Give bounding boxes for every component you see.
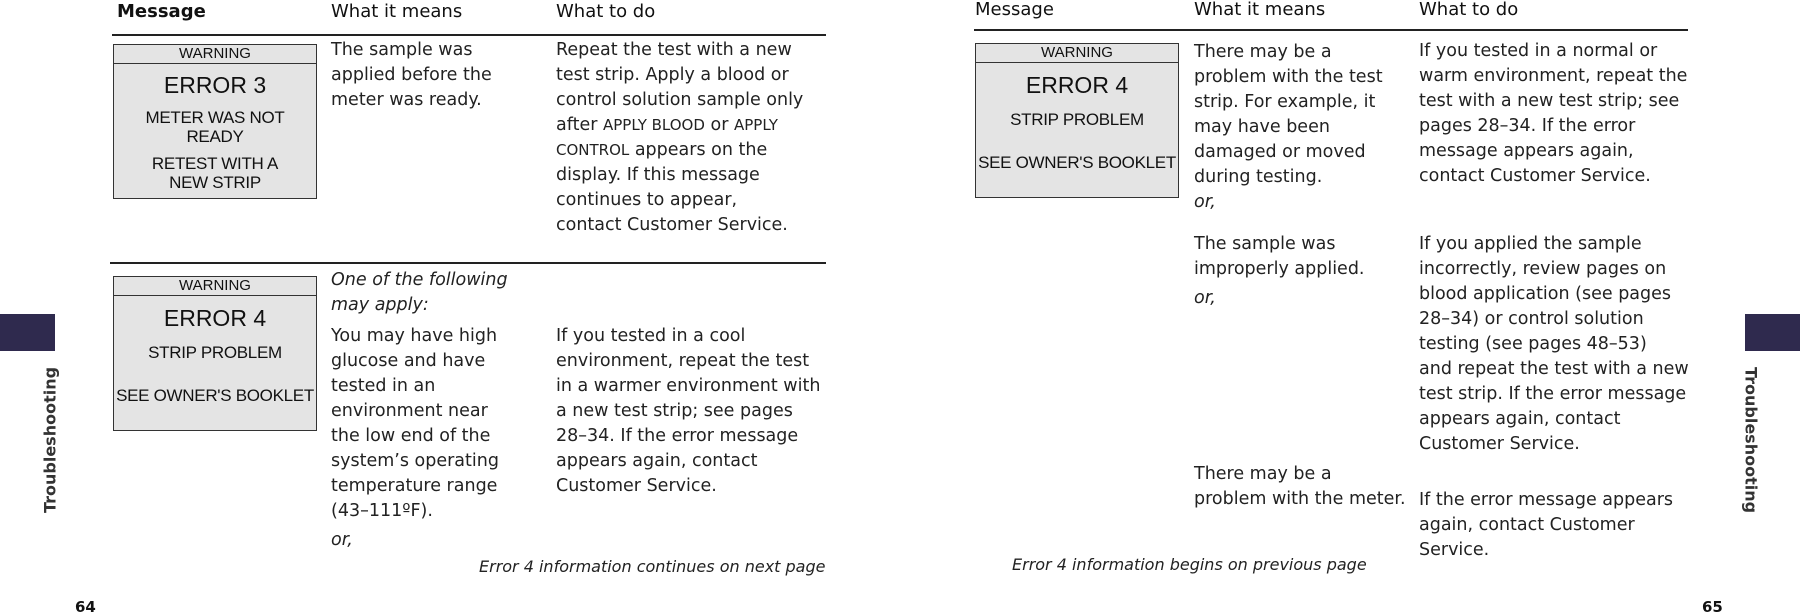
text-line: problem with the meter.: [1194, 489, 1406, 509]
text-line: 28–34. If the error message: [556, 426, 799, 446]
text-line: again, contact Customer: [1419, 515, 1635, 535]
text-line: pages 28–34. If the error: [1419, 116, 1636, 136]
header-rule: [974, 29, 1688, 31]
text-line: problem with the test: [1194, 67, 1383, 87]
display-line: SEE OWNER'S BOOKLET: [978, 153, 1176, 172]
or-text: or,: [1194, 288, 1216, 308]
section-tab-right: [1745, 314, 1800, 351]
side-label-right: Troubleshooting: [1741, 366, 1761, 514]
text-line: [556, 138, 803, 163]
text-line: Repeat the test with a new: [556, 40, 792, 60]
text-line: testing (see pages 48–53): [1419, 334, 1647, 354]
display-line: METER WAS NOT: [145, 108, 285, 127]
text-or: or: [710, 115, 729, 135]
header-message: Message: [975, 0, 1054, 20]
text-line: appears again, contact: [1419, 409, 1621, 429]
header-what-it-means: What it means: [331, 1, 463, 22]
text-line: appears again, contact: [556, 451, 758, 471]
cause-sample-applied: [1194, 232, 1365, 311]
apply-label: APPLY: [733, 116, 778, 134]
error-4-intro: [331, 268, 508, 318]
text-line: temperature range: [331, 476, 498, 496]
left-page: [0, 0, 900, 615]
text-line: (43–111ºF).: [331, 501, 433, 521]
text-line: applied before the: [331, 65, 492, 85]
text-line: incorrectly, review pages on: [1419, 259, 1667, 279]
text-line: and repeat the test with a new: [1419, 359, 1689, 379]
display-line: STRIP PROBLEM: [148, 343, 282, 362]
text-line: You may have high: [331, 326, 498, 346]
control-label: CONTROL: [556, 141, 630, 159]
display-line: READY: [186, 127, 244, 146]
text-line: meter was ready.: [331, 90, 482, 110]
text-line: during testing.: [1194, 167, 1323, 187]
begins-note: Error 4 information begins on previous page: [1012, 555, 1367, 574]
text-line: There may be a: [1194, 42, 1332, 62]
text-line: message appears again,: [1419, 141, 1634, 161]
text-line: in a warmer environment with: [556, 376, 821, 396]
text-line: If you tested in a normal or: [1419, 41, 1658, 61]
text-line: environment near: [331, 401, 488, 421]
action-strip-problem: [1419, 39, 1687, 189]
page-number-left: 64: [75, 598, 96, 616]
text-line: If the error message appears: [1419, 490, 1674, 510]
display-error-code: ERROR 4: [163, 305, 267, 331]
text-line: the low end of the: [331, 426, 491, 446]
right-page: [900, 0, 1800, 615]
text-line: warm environment, repeat the: [1419, 66, 1688, 86]
text-line: system’s operating: [331, 451, 499, 471]
display-line: NEW STRIP: [169, 173, 261, 192]
text-line: strip. For example, it: [1194, 92, 1376, 112]
display-line: SEE OWNER'S BOOKLET: [116, 386, 314, 405]
header-what-it-means: What it means: [1194, 0, 1326, 20]
display-line: RETEST WITH A: [151, 154, 279, 173]
text-line: damaged or moved: [1194, 142, 1366, 162]
text-line: test with a new test strip; see: [1419, 91, 1680, 111]
text-line: tested in an: [331, 376, 436, 396]
error-3-action: [556, 38, 803, 238]
text-line: The sample was: [1194, 234, 1336, 254]
text-line: Service.: [1419, 540, 1490, 560]
text-line: If you applied the sample: [1419, 234, 1642, 254]
text-line: The sample was: [331, 40, 473, 60]
header-what-to-do: What to do: [556, 1, 656, 22]
text-appears: appears on the: [634, 140, 768, 160]
text-line: glucose and have: [331, 351, 486, 371]
text-line: Customer Service.: [556, 476, 717, 496]
text-line: If you tested in a cool: [556, 326, 746, 346]
text-line: may apply:: [331, 295, 429, 315]
or-text: or,: [331, 530, 353, 550]
error-4-action: [556, 324, 820, 499]
text-line: blood application (see pages: [1419, 284, 1672, 304]
text-line: display. If this message: [556, 165, 760, 185]
text-line: There may be a: [1194, 464, 1332, 484]
or-text: or,: [1194, 192, 1216, 212]
text-line: environment, repeat the test: [556, 351, 810, 371]
display-error-code: ERROR 4: [1025, 72, 1129, 98]
continues-note: Error 4 information continues on next page: [479, 557, 826, 576]
text-line: 28–34) or control solution: [1419, 309, 1644, 329]
text-line: continues to appear,: [556, 190, 738, 210]
section-tab-left: [0, 314, 55, 351]
action-sample-applied: [1419, 232, 1689, 457]
page-number-right: 65: [1702, 598, 1723, 616]
text-line: test strip. Apply a blood or: [556, 65, 789, 85]
cause-strip-problem: [1194, 40, 1383, 215]
display-error-code: ERROR 3: [163, 72, 267, 98]
text-line: may have been: [1194, 117, 1330, 137]
error-3-meaning: [331, 38, 492, 113]
row-rule: [110, 262, 826, 264]
apply-blood-label: APPLY BLOOD: [602, 116, 705, 134]
text-line: Customer Service.: [1419, 434, 1580, 454]
display-line: STRIP PROBLEM: [1010, 110, 1144, 129]
error-4-display: [113, 276, 317, 431]
text-line: improperly applied.: [1194, 259, 1365, 279]
header-what-to-do: What to do: [1419, 0, 1519, 20]
text-after: after: [556, 115, 598, 135]
display-warning: WARNING: [114, 277, 316, 296]
text-line: contact Customer Service.: [1419, 166, 1651, 186]
error-4-display: [975, 43, 1179, 198]
display-warning: WARNING: [976, 44, 1178, 63]
display-warning: WARNING: [114, 45, 316, 64]
header-message: Message: [117, 1, 206, 22]
text-line: test strip. If the error message: [1419, 384, 1687, 404]
error-3-display: [113, 44, 317, 199]
text-line: [556, 113, 803, 138]
cause-meter-problem: [1194, 462, 1406, 512]
text-line: contact Customer Service.: [556, 215, 788, 235]
text-line: control solution sample only: [556, 90, 804, 110]
side-label-left: Troubleshooting: [40, 366, 60, 514]
action-meter-problem: [1419, 488, 1673, 563]
header-rule: [112, 34, 826, 36]
text-line: a new test strip; see pages: [556, 401, 793, 421]
text-line: One of the following: [331, 270, 508, 290]
error-4-meaning: [331, 324, 499, 553]
